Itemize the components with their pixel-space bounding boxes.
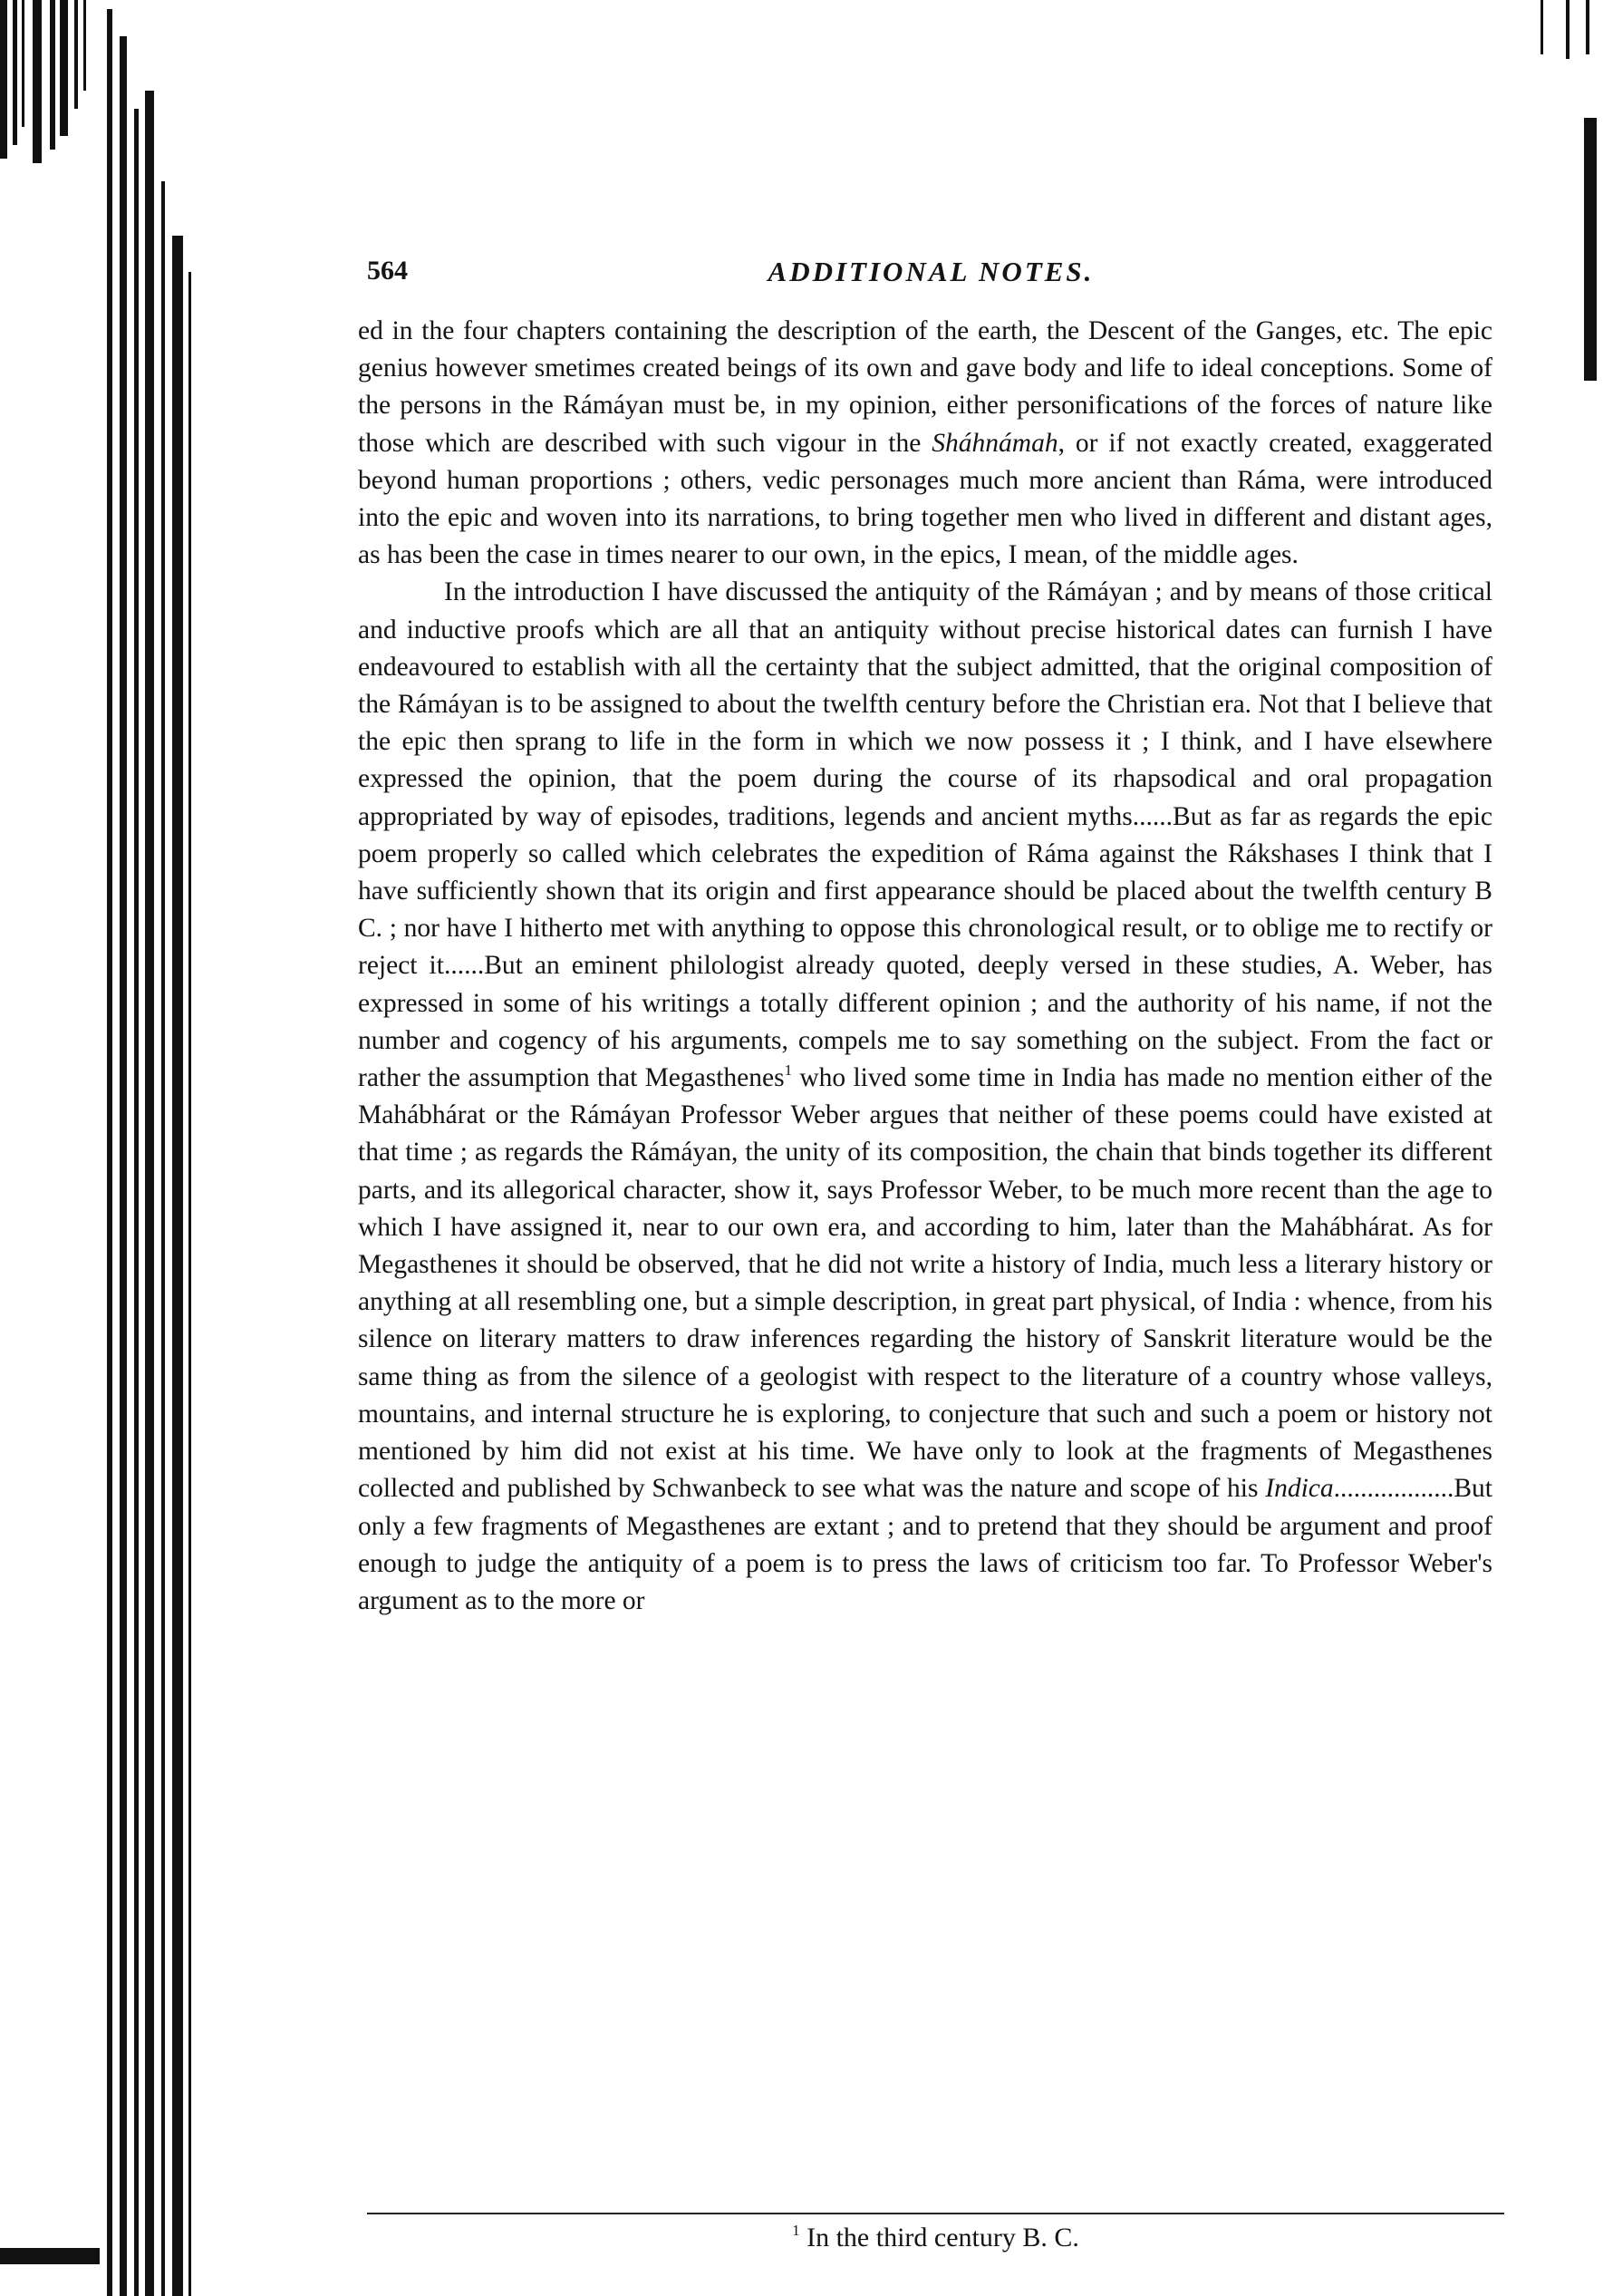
binding-scan-edge: [0, 0, 227, 2296]
paragraph-1-text: ed in the four chapters containing the description of the earth, the Descent of the Ganges, etc. The epic genius however smetimes created beings of its own and gave body and life to ideal conceptions. Some of the persons in the Rámáyan must be, in my opinion, either personifications of the forces of nature like those which are described with such vigour in the: [358, 316, 1492, 458]
running-title: ADDITIONAL NOTES.: [768, 256, 1095, 287]
scan-bar: [120, 36, 127, 2296]
scan-bar: [83, 0, 86, 91]
scan-mark: [1584, 118, 1597, 381]
footnote-reference: 1: [784, 1061, 793, 1080]
scan-bar: [60, 0, 68, 136]
scan-mark: [1541, 0, 1543, 54]
scan-bar: [188, 272, 191, 2296]
italic-title: Indica: [1265, 1474, 1334, 1504]
paragraph-2-text-mid: who lived some time in India has made no mention either of the Mahábhárat or the Rámáyan Professor Weber argues that neither of these poems could have existed at that time ; as regards the Rámáyan, the unity of its composition, the chain that binds together its different parts, and its allegorical character, show it, says Professor Weber, to be much more recent than the age to which I have assigned it, near to our own era, and according to him, later than the Mahábhárat. As for Megasthenes it should be observed, that he did not write a history of India, much less a literary history or anything at all resembling one, but a simple description, in great part physical, of India : whence, from his silence on literary matters to draw inferences regarding the history of Sanskrit literature would be the same thing as from the silence of a geologist with respect to the literature of a country whose valleys, mountains, and internal structure he is exploring, to conjecture that such and such a poem or history not mentioned by him did not exist at his time. We have only to look at the fragments of Megasthenes collected and published by Schwanbeck to see what was the nature and scope of his: [358, 1063, 1492, 1504]
paragraph-2-text: In the introduction I have discussed the antiquity of the Rámáyan ; and by means of those critical and inductive proofs which are all that an antiquity without precise historical dates can furnish I have endeavoured to establish with all the certainty that the subject admitted, that the original composition of the Rámáyan is to be assigned to about the twelfth century before the Christian era. Not that I believe that the epic then sprang to life in the form in which we now possess it ; I think, and I have elsewhere expressed the opinion, that the poem during the course of its rhapsodical and oral propagation appropriated by way of episodes, traditions, legends and ancient myths......But as far as regards the epic poem properly so called which celebrates the expedition of Ráma against the Rákshases I think that I have sufficiently shown that its origin and first appearance should be placed about the twelfth century B C. ; nor have I hitherto met with anything to oppose this chronological result, or to oblige me to rectify or reject it......But an eminent philologist already quoted, deeply versed in these studies, A. Weber, has expressed in some of his writings a totally different opinion ; and the authority of his name, if not the number and cogency of his arguments, compels me to say something on the subject. From the fact or rather the assumption that Megasthenes: [358, 577, 1492, 1093]
scan-bar: [0, 2248, 100, 2264]
scan-bar: [161, 181, 165, 2296]
scan-mark: [1566, 0, 1570, 59]
running-head: [367, 256, 1495, 301]
paragraph-1: [358, 313, 1492, 574]
footnote-rule: [367, 2213, 1504, 2214]
scan-bar: [33, 0, 42, 163]
italic-title: Sháhnámah: [932, 428, 1058, 458]
scan-bar: [22, 0, 24, 127]
scan-bar: [74, 0, 78, 109]
paragraph-1-text-end: , or if not exactly created, exaggerated beyond human proportions ; others, vedic personages much more ancient than Ráma, were introduced into the epic and woven into its narrations, to bring together men who lived in different and distant ages, as has been the case in times nearer to our own, in the epics, I mean, of the middle ages.: [358, 428, 1492, 570]
scan-bar: [134, 109, 139, 2296]
scan-mark: [1586, 0, 1589, 54]
scan-bar: [172, 236, 183, 2296]
footnote: [367, 2223, 1504, 2253]
paragraph-2-text-end: ..................But only a few fragments of Megasthenes are extant ; and to pretend that they should be argument and proof enough to judge the antiquity of a poem is to press the laws of criticism too far. To Professor Weber's argument as to the more or: [358, 1474, 1492, 1615]
body-text: [358, 313, 1492, 1620]
page-number: 564: [367, 256, 408, 286]
footnote-text: In the third century B. C.: [799, 2223, 1079, 2252]
scan-bar: [0, 0, 7, 159]
scan-bar: [107, 9, 112, 2296]
scan-bar: [145, 91, 154, 2296]
scan-bar: [13, 0, 17, 145]
footnote-marker: 1: [792, 2222, 800, 2239]
scan-bar: [50, 0, 55, 150]
paragraph-2: [358, 574, 1492, 1620]
